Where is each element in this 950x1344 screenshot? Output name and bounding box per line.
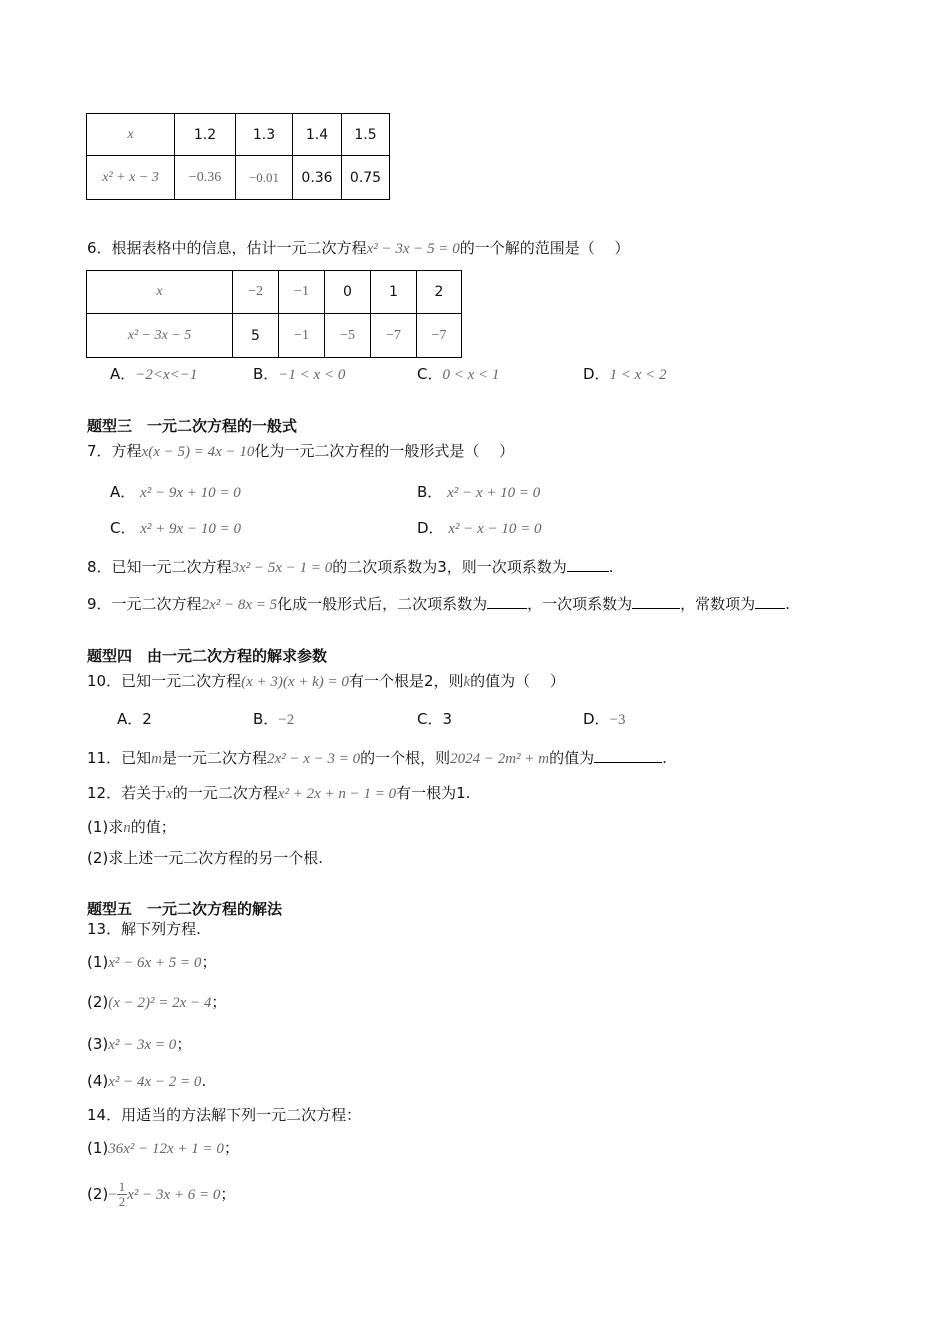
question-13-part-1: (1)x² − 6x + 5 = 0； [87,953,217,971]
equation: x² − 3x − 5 = 0 [366,241,460,257]
table2-cell: −1 [279,314,325,358]
option-d[interactable]: D．−3 [583,710,626,728]
answer-blank[interactable] [567,555,609,572]
question-8: 8．已知一元二次方程3x² − 5x − 1 = 0的二次项系数为3，则一次项系数为 . [87,555,614,578]
option-d[interactable]: D． x² − x − 10 = 0 [417,519,542,537]
question-6 [87,238,630,259]
table1-cell: −0.01 [236,156,293,200]
section-heading: 题型三 一元二次方程的一般式 [87,417,298,435]
table1-row-label: x² + x − 3 [87,156,175,200]
table1-cell: −0.36 [175,156,236,200]
question-text: 的一个解的范围是（ ） [459,239,630,257]
question-7: 7．方程x(x − 5) = 4x − 10化为一元二次方程的一般形式是（ ） [87,442,515,460]
question-13-part-3: (3)x² − 3x = 0； [87,1035,192,1053]
question-9: 9．一元二次方程2x² − 8x = 5化成一般形式后，二次项系数为 ，一次项系数为 ，常数项为 . [87,592,790,615]
answer-blank[interactable] [594,746,662,763]
table1-header-cell: 1.4 [293,114,342,156]
table1-cell: 0.36 [293,156,342,200]
question-13-part-4: (4)x² − 4x − 2 = 0. [87,1072,207,1090]
option-c[interactable]: C．3 [417,710,453,728]
question-11: 11．已知m是一元二次方程2x² − x − 3 = 0的一个根，则2024 − 2m² + m的值为 . [87,746,667,769]
value-table-2 [86,270,462,358]
question-12-part-2: (2)求上述一元二次方程的另一个根. [87,849,324,867]
table2-header-cell: 1 [371,271,417,314]
question-number: 6． [87,239,112,257]
option-c[interactable]: C． x² + 9x − 10 = 0 [110,519,241,537]
answer-blank[interactable] [632,592,680,609]
table1-header-cell: 1.2 [175,114,236,156]
table1-header-cell: 1.5 [342,114,390,156]
fraction: $\frac{1}{2}$ [118,1179,126,1209]
table1-cell: 0.75 [342,156,390,200]
question-text: 根据表格中的信息，估计一元二次方程 [111,239,367,257]
value-table-1 [86,113,390,200]
section-heading: 题型四 由一元二次方程的解求参数 [87,647,328,665]
option-a[interactable]: A． x² − 9x + 10 = 0 [110,483,241,501]
table2-row-label: x² − 3x − 5 [87,314,233,358]
option-a[interactable]: A．−2<x<−1 [110,365,198,383]
question-14: 14．用适当的方法解下列一元二次方程： [87,1106,362,1124]
question-12: 12．若关于x的一元二次方程x² + 2x + n − 1 = 0有一根为1. [87,784,471,802]
option-b[interactable]: B．−2 [253,710,295,728]
table2-header-cell: 0 [325,271,371,314]
option-d[interactable]: D．1 < x < 2 [583,365,667,383]
table2-cell: −7 [417,314,462,358]
table1-header-cell: 1.3 [236,114,293,156]
option-a[interactable]: A．2 [117,710,152,728]
question-14-part-2: (2)− $\frac{1}{2}$ x² − 3x + 6 = 0； [87,1179,236,1209]
question-10: 10．已知一元二次方程(x + 3)(x + k) = 0有一个根是2，则k的值为（ ） [87,672,565,690]
question-14-part-1: (1)36x² − 12x + 1 = 0； [87,1139,239,1157]
table2-header-x: x [87,271,233,314]
option-b[interactable]: B．−1 < x < 0 [253,365,346,383]
option-b[interactable]: B． x² − x + 10 = 0 [417,483,541,501]
table1-header-x: x [87,114,175,156]
answer-blank[interactable] [755,592,785,609]
option-c[interactable]: C．0 < x < 1 [417,365,500,383]
table2-cell: 5 [233,314,279,358]
table2-cell: −7 [371,314,417,358]
table2-header-cell: −1 [279,271,325,314]
question-12-part-1: (1)求n的值； [87,818,176,836]
table2-cell: −5 [325,314,371,358]
table2-header-cell: 2 [417,271,462,314]
question-13-part-2: (2)(x − 2)² = 2x − 4； [87,993,227,1011]
answer-blank[interactable] [487,592,527,609]
table2-header-cell: −2 [233,271,279,314]
question-13: 13．解下列方程. [87,920,201,938]
section-heading: 题型五 一元二次方程的解法 [87,900,283,918]
